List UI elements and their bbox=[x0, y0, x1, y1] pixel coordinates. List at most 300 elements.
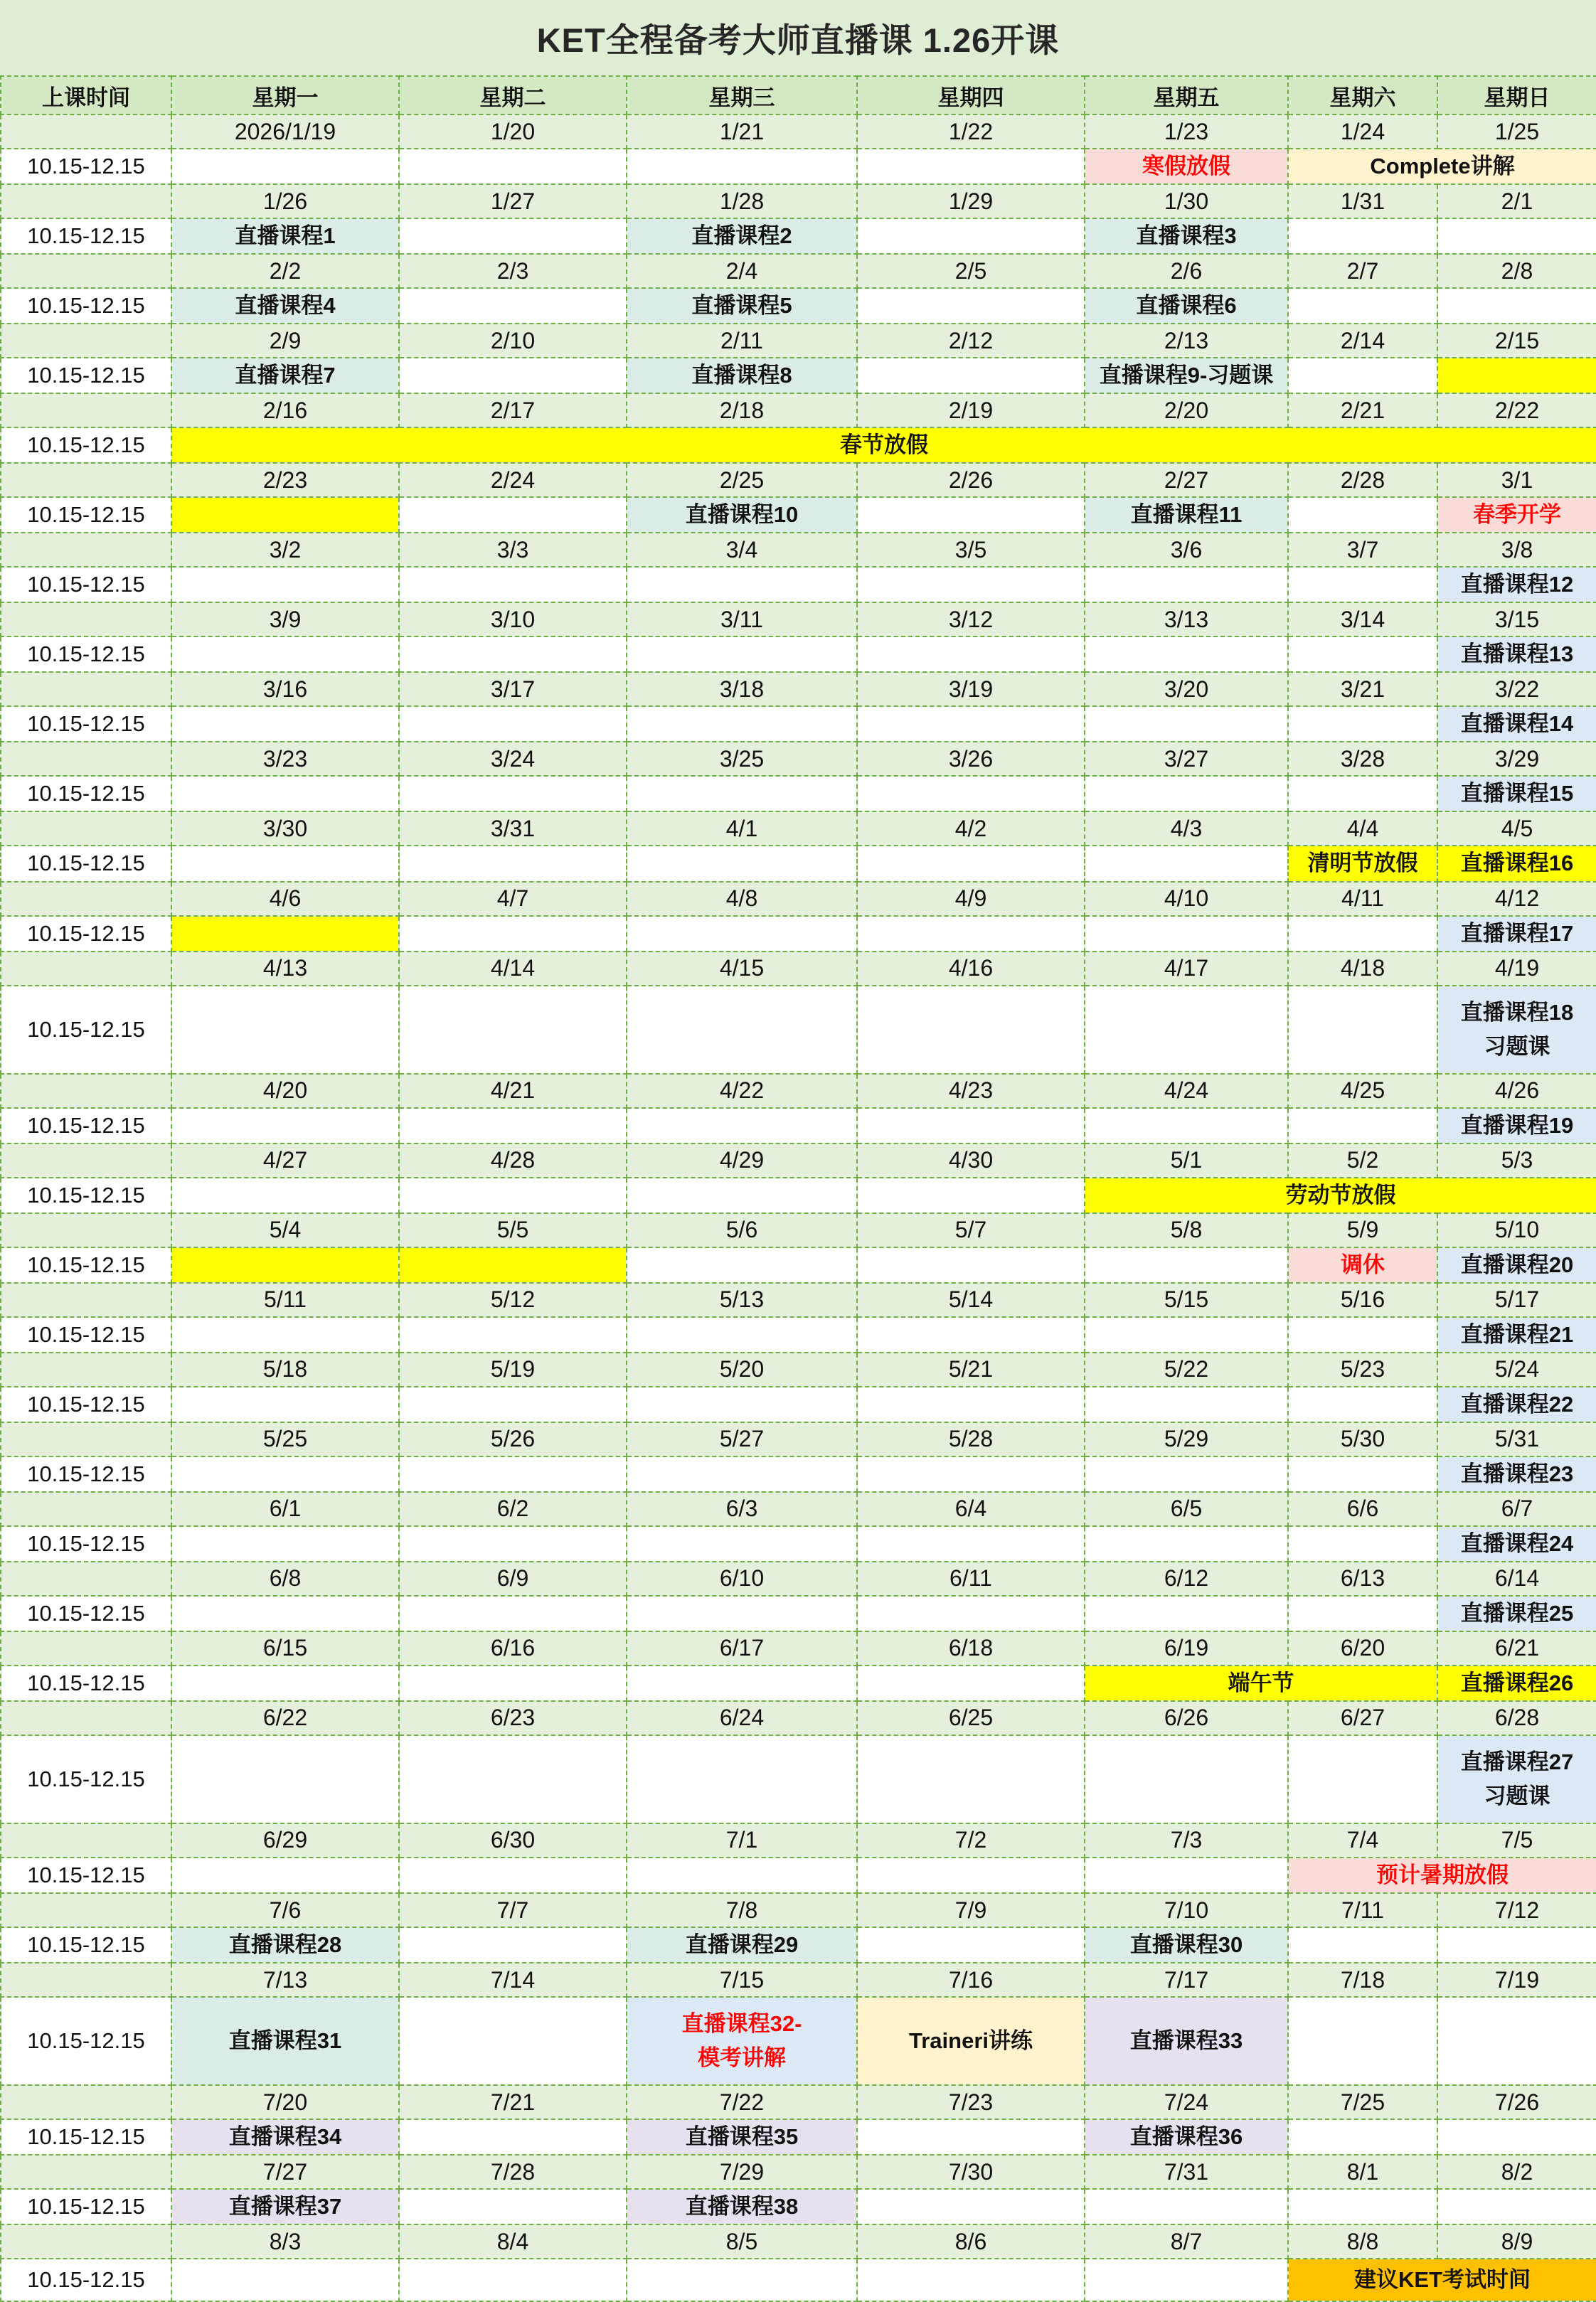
empty-cell bbox=[399, 1997, 627, 2085]
cell-text: 直播课程16 bbox=[1460, 851, 1574, 876]
date-cell: 7/12 bbox=[1437, 1893, 1596, 1927]
empty-cell bbox=[1288, 218, 1437, 254]
empty-cell bbox=[1437, 218, 1596, 254]
date-cell: 7/11 bbox=[1288, 1893, 1437, 1927]
column-header-0: 上课时间 bbox=[1, 76, 171, 114]
cell-text: 直播课程28 bbox=[228, 1932, 342, 1958]
cell-text: 劳动节放假 bbox=[1285, 1182, 1396, 1208]
empty-cell bbox=[171, 776, 399, 811]
date-cell: 3/11 bbox=[627, 602, 857, 636]
empty-cell bbox=[1085, 636, 1288, 672]
date-cell: 3/29 bbox=[1437, 742, 1596, 776]
empty-cell bbox=[857, 288, 1085, 324]
date-cell: 1/27 bbox=[399, 184, 627, 218]
empty-cell bbox=[857, 497, 1085, 533]
date-cell: 3/9 bbox=[171, 602, 399, 636]
class-time-cell: 10.15-12.15 bbox=[1, 218, 171, 254]
week-29-date-row bbox=[1, 2224, 1596, 2259]
cell-text: 直播课程17 bbox=[1460, 920, 1574, 946]
date-cell: 5/6 bbox=[627, 1213, 857, 1247]
time-cell-blank bbox=[1, 463, 171, 497]
date-cell: 5/31 bbox=[1437, 1422, 1596, 1456]
empty-cell bbox=[857, 358, 1085, 393]
cell-text: 建议KET考试时间 bbox=[1354, 2267, 1531, 2293]
course-cell bbox=[627, 1927, 857, 1963]
holiday-cell bbox=[1085, 1666, 1437, 1701]
date-cell: 4/9 bbox=[857, 882, 1085, 916]
date-cell: 4/6 bbox=[171, 882, 399, 916]
cell-text: 直播课程19 bbox=[1460, 1112, 1574, 1138]
empty-cell bbox=[627, 636, 857, 672]
empty-cell bbox=[171, 636, 399, 672]
date-cell: 4/15 bbox=[627, 952, 857, 986]
course-cell bbox=[171, 218, 399, 254]
course-cell bbox=[627, 358, 857, 393]
date-cell: 6/13 bbox=[1288, 1562, 1437, 1596]
date-cell: 4/4 bbox=[1288, 811, 1437, 846]
time-cell-blank bbox=[1, 882, 171, 916]
course-cell bbox=[1437, 1387, 1596, 1422]
date-cell: 6/27 bbox=[1288, 1701, 1437, 1735]
date-cell: 2/3 bbox=[399, 254, 627, 288]
week-27-course-row bbox=[1, 2119, 1596, 2155]
date-cell: 6/8 bbox=[171, 1562, 399, 1596]
date-cell: 2026/1/19 bbox=[171, 114, 399, 149]
date-cell: 2/16 bbox=[171, 393, 399, 427]
week-22-date-row bbox=[1, 1631, 1596, 1666]
empty-cell bbox=[627, 1108, 857, 1144]
cell-text: 直播课程2 bbox=[691, 223, 792, 249]
empty-cell bbox=[1085, 916, 1288, 952]
date-cell: 3/4 bbox=[627, 533, 857, 567]
holiday-cell bbox=[1288, 2259, 1596, 2301]
week-5-course-row bbox=[1, 427, 1596, 463]
class-time-cell: 10.15-12.15 bbox=[1, 497, 171, 533]
date-cell: 7/1 bbox=[627, 1823, 857, 1858]
week-16-date-row bbox=[1, 1213, 1596, 1247]
date-cell: 3/20 bbox=[1085, 672, 1288, 706]
date-cell: 3/24 bbox=[399, 742, 627, 776]
date-cell: 1/21 bbox=[627, 114, 857, 149]
empty-cell bbox=[399, 1666, 627, 1701]
date-cell: 7/15 bbox=[627, 1963, 857, 1997]
empty-cell bbox=[171, 846, 399, 881]
week-4-course-row bbox=[1, 358, 1596, 393]
date-cell: 4/8 bbox=[627, 882, 857, 916]
date-cell: 1/23 bbox=[1085, 114, 1288, 149]
date-cell: 2/25 bbox=[627, 463, 857, 497]
date-cell: 7/14 bbox=[399, 1963, 627, 1997]
empty-cell bbox=[1437, 288, 1596, 324]
cell-text: Traineri讲练 bbox=[909, 2028, 1033, 2054]
class-time-cell: 10.15-12.15 bbox=[1, 846, 171, 881]
week-26-date-row bbox=[1, 1963, 1596, 1997]
week-2-course-row bbox=[1, 218, 1596, 254]
empty-cell bbox=[399, 567, 627, 602]
course-cell bbox=[171, 358, 399, 393]
date-cell: 5/17 bbox=[1437, 1283, 1596, 1317]
empty-cell bbox=[399, 1178, 627, 1213]
cell-text: 直播课程22 bbox=[1460, 1391, 1574, 1417]
empty-cell bbox=[627, 1317, 857, 1353]
empty-cell bbox=[171, 149, 399, 184]
empty-cell bbox=[171, 1666, 399, 1701]
week-21-course-row bbox=[1, 1596, 1596, 1631]
empty-cell bbox=[171, 1456, 399, 1492]
cell-text: 直播课程13 bbox=[1460, 641, 1574, 667]
empty-cell bbox=[171, 567, 399, 602]
week-8-course-row bbox=[1, 636, 1596, 672]
class-time-cell: 10.15-12.15 bbox=[1, 1247, 171, 1283]
date-cell: 8/1 bbox=[1288, 2155, 1437, 2189]
week-6-course-row bbox=[1, 497, 1596, 533]
class-time-cell: 10.15-12.15 bbox=[1, 1596, 171, 1631]
empty-cell bbox=[171, 706, 399, 742]
empty-cell bbox=[399, 1387, 627, 1422]
class-time-cell: 10.15-12.15 bbox=[1, 2189, 171, 2224]
empty-cell bbox=[399, 846, 627, 881]
empty-cell bbox=[1288, 2189, 1437, 2224]
date-cell: 6/15 bbox=[171, 1631, 399, 1666]
week-3-course-row bbox=[1, 288, 1596, 324]
holiday-marker-cell bbox=[171, 1247, 399, 1283]
schedule-body bbox=[1, 114, 1596, 2301]
time-cell-blank bbox=[1, 2155, 171, 2189]
class-time-cell: 10.15-12.15 bbox=[1, 776, 171, 811]
course-cell bbox=[1437, 846, 1596, 881]
empty-cell bbox=[627, 567, 857, 602]
cell-text: 直播课程30 bbox=[1129, 1932, 1243, 1958]
date-cell: 4/26 bbox=[1437, 1074, 1596, 1108]
course-cell bbox=[627, 2189, 857, 2224]
time-cell-blank bbox=[1, 1893, 171, 1927]
empty-cell bbox=[627, 846, 857, 881]
cell-text: 直播课程10 bbox=[685, 502, 799, 528]
date-cell: 2/8 bbox=[1437, 254, 1596, 288]
date-cell: 5/10 bbox=[1437, 1213, 1596, 1247]
date-cell: 3/13 bbox=[1085, 602, 1288, 636]
week-29-course-row bbox=[1, 2259, 1596, 2301]
empty-cell bbox=[857, 1317, 1085, 1353]
empty-cell bbox=[399, 358, 627, 393]
empty-cell bbox=[399, 776, 627, 811]
empty-cell bbox=[627, 986, 857, 1074]
date-cell: 7/26 bbox=[1437, 2085, 1596, 2119]
empty-cell bbox=[857, 986, 1085, 1074]
date-cell: 1/24 bbox=[1288, 114, 1437, 149]
date-cell: 4/7 bbox=[399, 882, 627, 916]
cell-text: 直播课程35 bbox=[685, 2124, 799, 2150]
empty-cell bbox=[627, 1178, 857, 1213]
class-time-cell: 10.15-12.15 bbox=[1, 636, 171, 672]
date-cell: 3/25 bbox=[627, 742, 857, 776]
schedule-header bbox=[1, 76, 1596, 114]
date-cell: 2/27 bbox=[1085, 463, 1288, 497]
date-cell: 6/20 bbox=[1288, 1631, 1437, 1666]
time-cell-blank bbox=[1, 1144, 171, 1178]
date-cell: 4/28 bbox=[399, 1144, 627, 1178]
empty-cell bbox=[627, 1596, 857, 1631]
course-cell bbox=[1437, 776, 1596, 811]
empty-cell bbox=[627, 706, 857, 742]
week-7-date-row bbox=[1, 533, 1596, 567]
empty-cell bbox=[399, 706, 627, 742]
date-cell: 2/19 bbox=[857, 393, 1085, 427]
date-cell: 4/25 bbox=[1288, 1074, 1437, 1108]
date-cell: 4/14 bbox=[399, 952, 627, 986]
date-cell: 2/14 bbox=[1288, 324, 1437, 358]
date-cell: 6/7 bbox=[1437, 1492, 1596, 1526]
date-cell: 8/3 bbox=[171, 2224, 399, 2259]
empty-cell bbox=[857, 916, 1085, 952]
empty-cell bbox=[1288, 497, 1437, 533]
course-cell bbox=[1437, 567, 1596, 602]
date-cell: 6/17 bbox=[627, 1631, 857, 1666]
cell-text: 预计暑期放假 bbox=[1376, 1862, 1509, 1887]
date-cell: 4/19 bbox=[1437, 952, 1596, 986]
course-cell bbox=[1437, 636, 1596, 672]
empty-cell bbox=[1288, 1456, 1437, 1492]
date-cell: 6/16 bbox=[399, 1631, 627, 1666]
empty-cell bbox=[857, 1858, 1085, 1893]
date-cell: 4/30 bbox=[857, 1144, 1085, 1178]
date-cell: 3/12 bbox=[857, 602, 1085, 636]
date-cell: 1/25 bbox=[1437, 114, 1596, 149]
empty-cell bbox=[627, 1735, 857, 1823]
holiday-marker-cell bbox=[1437, 358, 1596, 393]
date-cell: 7/21 bbox=[399, 2085, 627, 2119]
empty-cell bbox=[399, 1317, 627, 1353]
header-row bbox=[1, 76, 1596, 114]
date-cell: 3/16 bbox=[171, 672, 399, 706]
course-cell bbox=[1437, 916, 1596, 952]
time-cell-blank bbox=[1, 1353, 171, 1387]
empty-cell bbox=[627, 916, 857, 952]
date-cell: 4/21 bbox=[399, 1074, 627, 1108]
empty-cell bbox=[1288, 1526, 1437, 1562]
week-6-date-row bbox=[1, 463, 1596, 497]
empty-cell bbox=[1288, 1735, 1437, 1823]
date-cell: 6/25 bbox=[857, 1701, 1085, 1735]
time-cell-blank bbox=[1, 1074, 171, 1108]
date-cell: 7/17 bbox=[1085, 1963, 1288, 1997]
empty-cell bbox=[399, 2189, 627, 2224]
date-cell: 2/4 bbox=[627, 254, 857, 288]
date-cell: 7/30 bbox=[857, 2155, 1085, 2189]
class-time-cell: 10.15-12.15 bbox=[1, 427, 171, 463]
week-17-course-row bbox=[1, 1317, 1596, 1353]
empty-cell bbox=[399, 636, 627, 672]
cell-text: 直播课程34 bbox=[228, 2124, 342, 2150]
week-19-date-row bbox=[1, 1422, 1596, 1456]
date-cell: 8/5 bbox=[627, 2224, 857, 2259]
course-cell bbox=[627, 497, 857, 533]
time-cell-blank bbox=[1, 114, 171, 149]
date-cell: 4/18 bbox=[1288, 952, 1437, 986]
time-cell-blank bbox=[1, 2224, 171, 2259]
week-18-course-row bbox=[1, 1387, 1596, 1422]
class-time-cell: 10.15-12.15 bbox=[1, 1108, 171, 1144]
empty-cell bbox=[1288, 916, 1437, 952]
week-28-course-row bbox=[1, 2189, 1596, 2224]
date-cell: 6/21 bbox=[1437, 1631, 1596, 1666]
empty-cell bbox=[857, 149, 1085, 184]
time-cell-blank bbox=[1, 742, 171, 776]
date-cell: 8/6 bbox=[857, 2224, 1085, 2259]
empty-cell bbox=[399, 916, 627, 952]
cell-text: 习题课 bbox=[1484, 1783, 1550, 1808]
date-cell: 3/23 bbox=[171, 742, 399, 776]
empty-cell bbox=[627, 1456, 857, 1492]
empty-cell bbox=[1288, 986, 1437, 1074]
cell-text: 春节放假 bbox=[840, 432, 928, 458]
date-cell: 5/11 bbox=[171, 1283, 399, 1317]
date-cell: 2/20 bbox=[1085, 393, 1288, 427]
empty-cell bbox=[1085, 2189, 1288, 2224]
date-cell: 5/15 bbox=[1085, 1283, 1288, 1317]
date-cell: 2/23 bbox=[171, 463, 399, 497]
time-cell-blank bbox=[1, 184, 171, 218]
cell-text: 直播课程31 bbox=[228, 2028, 342, 2054]
date-cell: 6/9 bbox=[399, 1562, 627, 1596]
date-cell: 8/8 bbox=[1288, 2224, 1437, 2259]
cell-text: 直播课程1 bbox=[235, 223, 336, 249]
cell-text: 直播课程33 bbox=[1129, 2028, 1243, 2054]
date-cell: 4/17 bbox=[1085, 952, 1288, 986]
cell-text: 直播课程23 bbox=[1460, 1461, 1574, 1486]
date-cell: 2/12 bbox=[857, 324, 1085, 358]
course-cell bbox=[1437, 1108, 1596, 1144]
time-cell-blank bbox=[1, 2085, 171, 2119]
empty-cell bbox=[399, 986, 627, 1074]
date-cell: 4/16 bbox=[857, 952, 1085, 986]
date-cell: 5/7 bbox=[857, 1213, 1085, 1247]
date-cell: 2/24 bbox=[399, 463, 627, 497]
date-cell: 2/2 bbox=[171, 254, 399, 288]
date-cell: 7/5 bbox=[1437, 1823, 1596, 1858]
date-cell: 4/3 bbox=[1085, 811, 1288, 846]
time-cell-blank bbox=[1, 952, 171, 986]
course-cell bbox=[171, 2189, 399, 2224]
cell-text: 直播课程36 bbox=[1129, 2124, 1243, 2150]
date-cell: 3/21 bbox=[1288, 672, 1437, 706]
week-10-date-row bbox=[1, 742, 1596, 776]
time-cell-blank bbox=[1, 811, 171, 846]
date-cell: 7/23 bbox=[857, 2085, 1085, 2119]
week-11-course-row bbox=[1, 846, 1596, 881]
empty-cell bbox=[399, 2259, 627, 2301]
date-cell: 7/2 bbox=[857, 1823, 1085, 1858]
date-cell: 5/25 bbox=[171, 1422, 399, 1456]
course-cell bbox=[1085, 288, 1288, 324]
empty-cell bbox=[857, 1927, 1085, 1963]
empty-cell bbox=[1288, 1927, 1437, 1963]
column-header-3: 星期三 bbox=[627, 76, 857, 114]
date-cell: 6/5 bbox=[1085, 1492, 1288, 1526]
week-3-date-row bbox=[1, 254, 1596, 288]
week-17-date-row bbox=[1, 1283, 1596, 1317]
date-cell: 5/28 bbox=[857, 1422, 1085, 1456]
date-cell: 3/15 bbox=[1437, 602, 1596, 636]
class-time-cell: 10.15-12.15 bbox=[1, 986, 171, 1074]
date-cell: 5/24 bbox=[1437, 1353, 1596, 1387]
empty-cell bbox=[627, 1666, 857, 1701]
date-cell: 4/12 bbox=[1437, 882, 1596, 916]
empty-cell bbox=[857, 2189, 1085, 2224]
empty-cell bbox=[399, 1858, 627, 1893]
week-14-course-row bbox=[1, 1108, 1596, 1144]
empty-cell bbox=[1288, 2119, 1437, 2155]
week-19-course-row bbox=[1, 1456, 1596, 1492]
date-cell: 5/29 bbox=[1085, 1422, 1288, 1456]
date-cell: 1/30 bbox=[1085, 184, 1288, 218]
empty-cell bbox=[857, 1108, 1085, 1144]
empty-cell bbox=[857, 1596, 1085, 1631]
empty-cell bbox=[857, 2119, 1085, 2155]
date-cell: 2/15 bbox=[1437, 324, 1596, 358]
date-cell: 3/8 bbox=[1437, 533, 1596, 567]
date-cell: 5/22 bbox=[1085, 1353, 1288, 1387]
date-cell: 3/14 bbox=[1288, 602, 1437, 636]
week-13-date-row bbox=[1, 952, 1596, 986]
course-cell bbox=[857, 1997, 1085, 2085]
cell-text: 直播课程12 bbox=[1460, 572, 1574, 597]
empty-cell bbox=[857, 846, 1085, 881]
date-cell: 3/18 bbox=[627, 672, 857, 706]
cell-text: 直播课程7 bbox=[235, 363, 336, 388]
date-cell: 7/29 bbox=[627, 2155, 857, 2189]
empty-cell bbox=[399, 1108, 627, 1144]
class-time-cell: 10.15-12.15 bbox=[1, 1387, 171, 1422]
date-cell: 5/16 bbox=[1288, 1283, 1437, 1317]
holiday-cell bbox=[1288, 1858, 1596, 1893]
empty-cell bbox=[399, 288, 627, 324]
date-cell: 7/22 bbox=[627, 2085, 857, 2119]
class-time-cell: 10.15-12.15 bbox=[1, 916, 171, 952]
course-cell bbox=[1085, 2119, 1288, 2155]
date-cell: 7/31 bbox=[1085, 2155, 1288, 2189]
empty-cell bbox=[1085, 2259, 1288, 2301]
empty-cell bbox=[171, 1317, 399, 1353]
week-1-date-row bbox=[1, 114, 1596, 149]
empty-cell bbox=[399, 2119, 627, 2155]
empty-cell bbox=[1085, 1735, 1288, 1823]
date-cell: 4/24 bbox=[1085, 1074, 1288, 1108]
empty-cell bbox=[1288, 1108, 1437, 1144]
class-time-cell: 10.15-12.15 bbox=[1, 288, 171, 324]
week-14-date-row bbox=[1, 1074, 1596, 1108]
course-cell bbox=[627, 1997, 857, 2085]
week-22-course-row bbox=[1, 1666, 1596, 1701]
empty-cell bbox=[857, 1247, 1085, 1283]
course-cell bbox=[171, 1927, 399, 1963]
cell-text: 直播课程32- bbox=[681, 2011, 802, 2037]
holiday-marker-cell bbox=[399, 1247, 627, 1283]
date-cell: 5/27 bbox=[627, 1422, 857, 1456]
time-cell-blank bbox=[1, 1631, 171, 1666]
empty-cell bbox=[399, 1526, 627, 1562]
date-cell: 5/21 bbox=[857, 1353, 1085, 1387]
week-4-date-row bbox=[1, 324, 1596, 358]
week-27-date-row bbox=[1, 2085, 1596, 2119]
empty-cell bbox=[1437, 2189, 1596, 2224]
date-cell: 1/20 bbox=[399, 114, 627, 149]
week-25-date-row bbox=[1, 1893, 1596, 1927]
cell-text: 习题课 bbox=[1484, 1033, 1550, 1059]
empty-cell bbox=[171, 1858, 399, 1893]
date-cell: 6/22 bbox=[171, 1701, 399, 1735]
column-header-4: 星期四 bbox=[857, 76, 1085, 114]
